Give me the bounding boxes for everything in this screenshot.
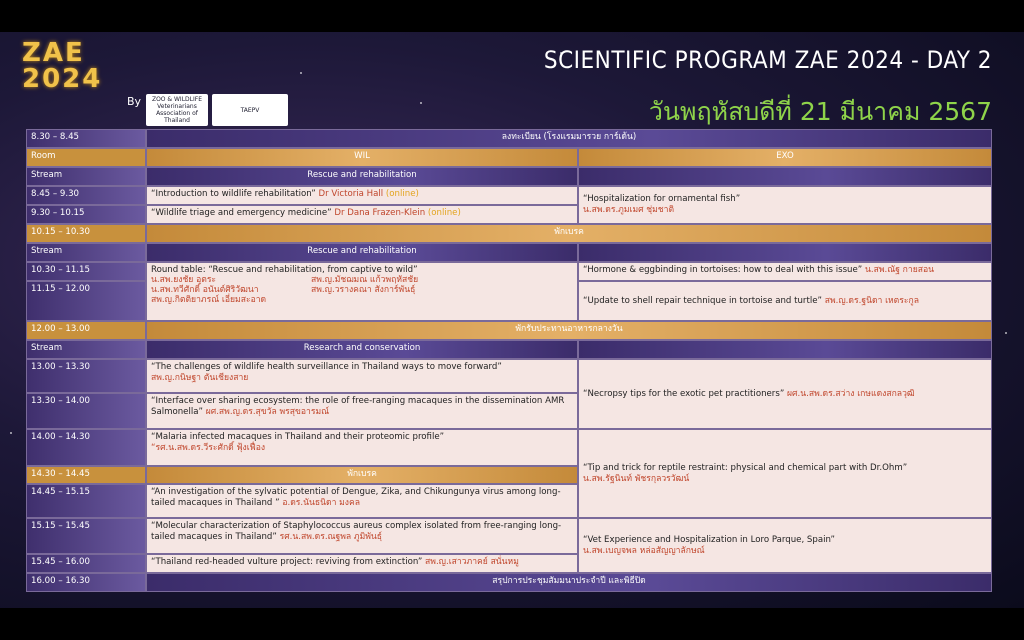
by-label: By	[127, 95, 142, 108]
page-date: วันพฤหัสบดีที่ 21 มีนาคม 2567	[648, 97, 992, 126]
room-label: Room	[26, 148, 146, 167]
speaker: น.สพ.เบญจพล หล่อสัญญาลักษณ์	[583, 545, 705, 556]
exo-session-cell	[578, 281, 992, 321]
talk-title: “Hormone & eggbinding in tortoises: how to deal with this issue”	[583, 265, 863, 275]
time-cell: 14.00 – 14.30	[26, 429, 146, 466]
online-tag: (online)	[427, 208, 461, 218]
session-cell	[146, 484, 578, 518]
room-wil: WIL	[146, 148, 578, 167]
talk-title: “Vet Experience and Hospitalization in Loro Parque, Spain”	[583, 534, 835, 545]
time-cell: 13.30 – 14.00	[26, 393, 146, 429]
speaker: น.สพ.รัฐนินท์ พัชรกุลวรวัฒน์	[583, 473, 690, 484]
speaker: Dr Victoria Hall	[318, 189, 384, 199]
break-cell: พักเบรค	[146, 224, 992, 243]
speaker: น.สพ.ทวีศักดิ์ อนันต์ศิริวัฒนา	[151, 285, 259, 295]
talk-title: “Wildlife triage and emergency medicine”	[151, 208, 332, 218]
time-cell: 14.45 – 15.15	[26, 484, 146, 518]
talk-title: “Molecular characterization of Staphylococcus aureus complex isolated from free-ranging long-tailed macaques in Thailand”	[151, 521, 562, 542]
session-cell	[146, 518, 578, 554]
talk-title: “Thailand red-headed vulture project: reviving from extinction”	[151, 557, 423, 567]
speaker: สพ.ญ.ดร.ฐนิดา เหตระกูล	[824, 295, 919, 306]
logo-line-2: 2024	[22, 64, 103, 94]
exo-session-cell	[578, 186, 992, 224]
speaker-row	[151, 275, 573, 285]
exo-session-cell	[578, 429, 992, 518]
talk-title: “An investigation of the sylvatic potential of Dengue, Zika, and Chikungunya virus among long-tailed macaques in Thailand ”	[151, 487, 561, 508]
stream-wil: Rescue and rehabilitation	[146, 167, 578, 186]
speaker: น.สพ.ดร.ภูมเมศ ชุ่มชาติ	[583, 205, 675, 215]
talk-title: “Tip and trick for reptile restraint: physical and chemical part with Dr.Ohm”	[583, 462, 908, 473]
speaker: สพ.ญ.กิตติยาภรณ์ เอี่ยมสะอาด	[151, 295, 267, 305]
stream-label: Stream	[26, 243, 146, 262]
exo-session-cell	[578, 518, 992, 573]
online-tag: (online)	[385, 189, 419, 199]
lunch-cell: พักรับประทานอาหารกลางวัน	[146, 321, 992, 340]
session-cell	[146, 429, 578, 466]
talk-title: “Introduction to wildlife rehabilitation”	[151, 189, 316, 199]
speaker: สพ.ญ.กนิษฐา ตันเชียงสาย	[151, 373, 249, 383]
time-cell: 8.45 – 9.30	[26, 186, 146, 205]
stream-wil: Rescue and rehabilitation	[146, 243, 578, 262]
time-cell: 10.15 – 10.30	[26, 224, 146, 243]
session-cell	[146, 186, 578, 205]
stream-label: Stream	[26, 340, 146, 359]
time-cell: 10.30 – 11.15	[26, 262, 146, 281]
closing-cell: สรุปการประชุมสัมมนาประจำปี และพิธีปิด	[146, 573, 992, 592]
session-cell	[146, 554, 578, 573]
speaker: ผศ.น.สพ.ดร.สว่าง เกษแดงสกลวุฒิ	[787, 388, 915, 399]
time-cell: 15.15 – 15.45	[26, 518, 146, 554]
taepv-logo: TAEPV	[212, 94, 288, 126]
roundtable-cell	[146, 262, 578, 321]
time-cell: 14.30 – 14.45	[26, 466, 146, 484]
speaker: ผศ.สพ.ญ.ดร.สุขวัล พรสุขอารมณ์	[205, 407, 330, 417]
speaker: น.สพ.ณัฐ กายสอน	[864, 265, 935, 275]
speaker: น.สพ.ยงชัย อุตระ	[151, 275, 217, 285]
stream-label: Stream	[26, 167, 146, 186]
exo-session-cell	[578, 359, 992, 429]
speaker: สพ.ญ.เสาวภาคย์ สนั่นหมู	[425, 557, 519, 567]
session-cell	[146, 205, 578, 224]
time-cell: 8.30 – 8.45	[26, 129, 146, 148]
time-cell: 11.15 – 12.00	[26, 281, 146, 321]
speaker: Dr Dana Frazen-Klein	[334, 208, 426, 218]
break-cell: พักเบรค	[146, 466, 578, 484]
zae-logo	[22, 40, 102, 92]
schedule-table	[26, 129, 992, 608]
speaker: สพ.ญ.มัชฌมณ แก้วพฤหัสชัย	[311, 275, 419, 285]
session-cell	[146, 393, 578, 429]
registration-cell: ลงทะเบียน (โรงแรมมารวย การ์เด้น)	[146, 129, 992, 148]
time-cell: 15.45 – 16.00	[26, 554, 146, 573]
star	[1005, 332, 1007, 334]
speaker-row	[151, 285, 573, 295]
talk-title: “Update to shell repair technique in tortoise and turtle”	[583, 295, 822, 306]
talk-title: “Necropsy tips for the exotic pet practitioners”	[583, 388, 785, 399]
stream-exo	[578, 340, 992, 359]
exo-session-cell	[578, 262, 992, 281]
program-slide	[0, 32, 1024, 608]
talk-title: “Interface over sharing ecosystem: the role of free-ranging macaques in the dissemination AMR Salmonella”	[151, 396, 565, 417]
talk-title: “Malaria infected macaques in Thailand and their proteomic profile”	[151, 432, 445, 442]
speaker: อ.ดร.นันธนิดา มงคล	[282, 498, 361, 508]
star	[10, 432, 12, 434]
page-title: SCIENTIFIC PROGRAM ZAE 2024 - DAY 2	[543, 46, 992, 74]
speaker: รศ.น.สพ.ดร.ณฐพล ภูมิพันธุ์	[279, 532, 383, 542]
talk-title: Round table: “Rescue and rehabilitation, from captive to wild”	[151, 265, 418, 275]
session-cell	[146, 359, 578, 393]
talk-title: “The challenges of wildlife health surveillance in Thailand ways to move forward”	[151, 362, 502, 372]
time-cell: 13.00 – 13.30	[26, 359, 146, 393]
logo-line-1: ZAE	[22, 38, 85, 68]
stream-exo	[578, 243, 992, 262]
time-cell: 12.00 – 13.00	[26, 321, 146, 340]
star	[300, 72, 302, 74]
speaker: “รศ.น.สพ.ดร.วีระศักดิ์ ฟุ้งเฟื่อง	[151, 443, 266, 453]
zoo-wildlife-vet-logo: ZOO & WILDLIFE Veterinarians Association of Thailand	[146, 94, 208, 126]
talk-title: “Hospitalization for ornamental fish”	[583, 194, 741, 204]
stream-wil: Research and conservation	[146, 340, 578, 359]
stream-exo	[578, 167, 992, 186]
room-exo: EXO	[578, 148, 992, 167]
time-cell: 16.00 – 16.30	[26, 573, 146, 592]
speaker: สพ.ญ.วรางคณา สังการ์พันธุ์	[311, 285, 416, 295]
time-cell: 9.30 – 10.15	[26, 205, 146, 224]
star	[420, 102, 422, 104]
